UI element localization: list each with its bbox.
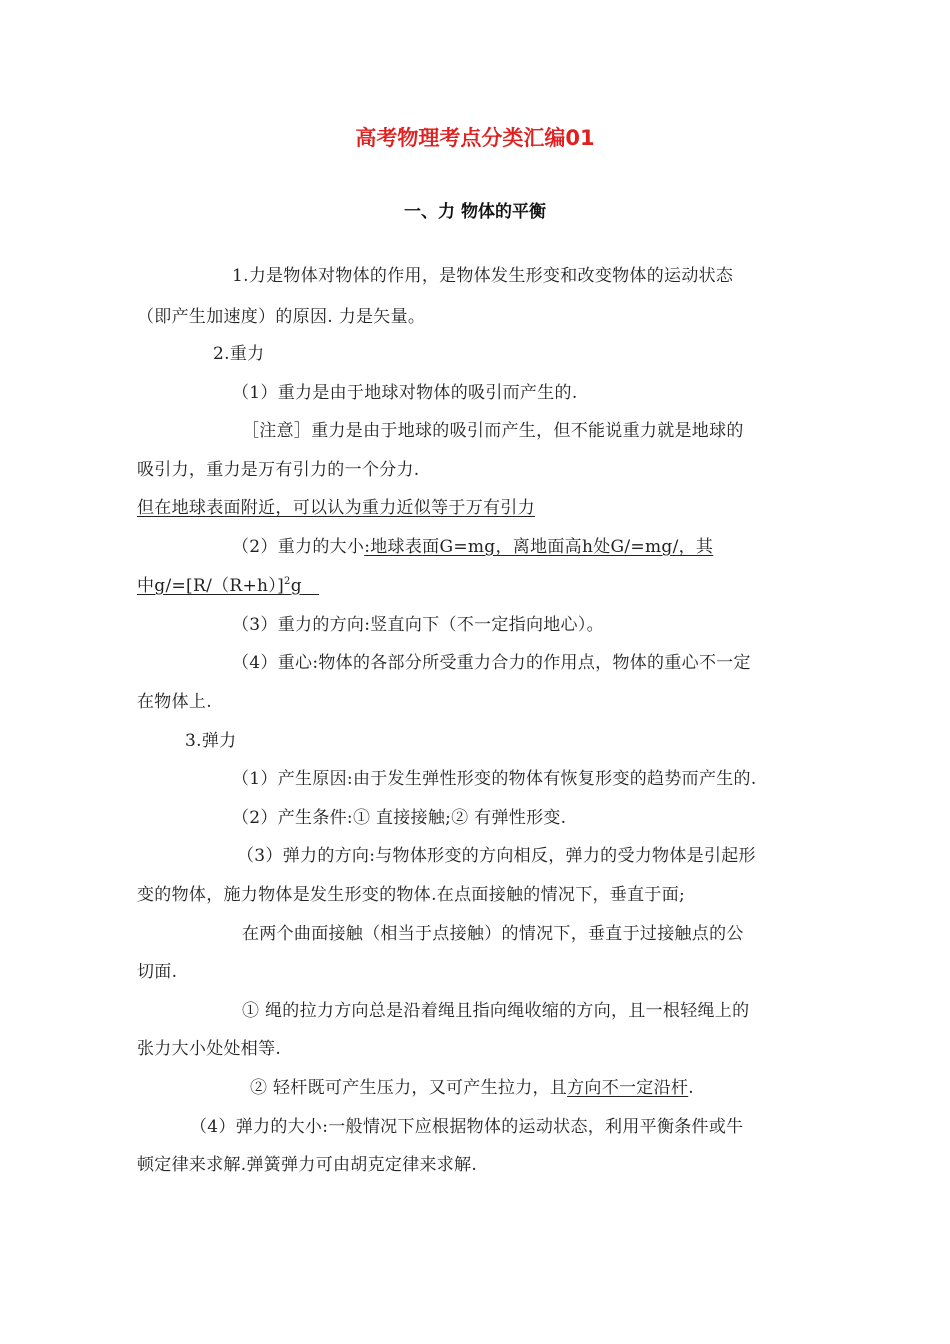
paragraph-line: 张力大小处处相等. (137, 1039, 282, 1059)
paragraph-line: （4）弹力的大小:一般情况下应根据物体的运动状态，利用平衡条件或牛 (190, 1117, 744, 1137)
underlined-line: 但在地球表面附近，可以认为重力近似等于万有引力 (137, 498, 535, 518)
paragraph-line: 切面. (137, 962, 178, 982)
paragraph-line: 3.弹力 (185, 731, 237, 751)
paragraph-line: 2.重力 (213, 344, 265, 364)
page-title: 高考物理考点分类汇编01 (355, 126, 595, 150)
paragraph-line: （4）重心:物体的各部分所受重力合力的作用点，物体的重心不一定 (232, 653, 751, 673)
superscript: 2 (284, 576, 291, 587)
paragraph-line: ① 绳的拉力方向总是沿着绳且指向绳收缩的方向，且一根轻绳上的 (242, 1001, 750, 1021)
formula-line (137, 574, 319, 598)
paragraph-line: 1.力是物体对物体的作用，是物体发生形变和改变物体的运动状态 (232, 266, 734, 286)
underlined-segment: :地球表面G=mg，离地面高h处G/=mg/，其 (364, 537, 714, 557)
section-heading: 一、力 物体的平衡 (404, 202, 546, 222)
paragraph-line: （3）重力的方向:竖直向下（不一定指向地心）。 (232, 615, 604, 635)
paragraph-line: 吸引力，重力是万有引力的一个分力. (137, 460, 420, 480)
text-segment: g (290, 576, 302, 596)
paragraph-line: （2）产生条件:① 直接接触;② 有弹性形变. (232, 808, 567, 828)
text-segment: . (688, 1078, 694, 1098)
paragraph-line: （1）重力是由于地球对物体的吸引而产生的. (232, 383, 578, 403)
text-segment: 中g/=[R/（R+h）] (137, 576, 285, 596)
paragraph-line: ［注意］重力是由于地球的吸引而产生，但不能说重力就是地球的 (242, 421, 744, 441)
paragraph-line: 在两个曲面接触（相当于点接触）的情况下，垂直于过接触点的公 (242, 924, 744, 944)
text-segment: （2）重力的大小 (232, 537, 365, 557)
paragraph-line: 变的物体，施力物体是发生形变的物体.在点面接触的情况下，垂直于面; (137, 885, 686, 905)
paragraph-line: 在物体上. (137, 692, 212, 712)
paragraph-line: （1）产生原因:由于发生弹性形变的物体有恢复形变的趋势而产生的. (232, 769, 757, 789)
paragraph-line: （3）弹力的方向:与物体形变的方向相反，弹力的受力物体是引起形 (237, 846, 756, 866)
text-segment: ② 轻杆既可产生压力，又可产生拉力，且 (250, 1078, 568, 1098)
paragraph-line: （即产生加速度）的原因. 力是矢量。 (137, 307, 426, 327)
paragraph-line (250, 1076, 694, 1100)
underlined-segment: 方向不一定沿杆 (567, 1078, 689, 1098)
paragraph-line (232, 535, 713, 559)
paragraph-line: 顿定律来求解.弹簧弹力可由胡克定律来求解. (137, 1155, 478, 1175)
